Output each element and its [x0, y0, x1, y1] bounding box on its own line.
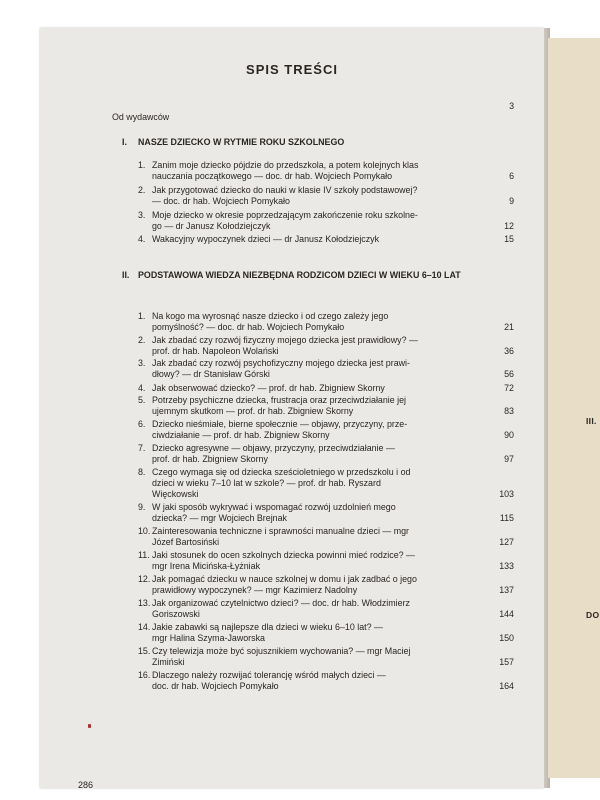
toc-entry-title: [152, 210, 472, 232]
toc-entry-line: ciwdziałanie — prof. dr hab. Zbigniew Skorny: [152, 430, 330, 440]
toc-entry-number: 3.: [138, 210, 146, 220]
toc-entry: [138, 467, 514, 500]
toc-entry-line: pomyślność? — doc. dr hab. Wojciech Pomykało: [152, 322, 345, 332]
right-page-section-label: DO: [586, 610, 600, 620]
toc-entry: [138, 358, 514, 380]
toc-entry-page: 137: [499, 585, 514, 595]
toc-entry-line: Zimiński: [152, 657, 185, 667]
toc-entry: [138, 598, 514, 620]
toc-entry-page: 56: [504, 369, 514, 379]
toc-entry-line: Czy telewizja może być sojusznikiem wychowania? — mgr Maciej: [152, 646, 411, 656]
toc-entry-line: Jak obserwować dziecko? — prof. dr hab. Zbigniew Skorny: [152, 383, 385, 393]
toc-entry-title: [152, 550, 472, 572]
toc-entry-title: [152, 311, 472, 333]
toc-entry-title: [152, 502, 472, 524]
toc-entry: [138, 383, 514, 394]
toc-entry-number: 13.: [138, 598, 151, 608]
toc-entry: [138, 335, 514, 357]
toc-entry-number: 6.: [138, 419, 146, 429]
toc-entry-line: ujemnym skutkom — prof. dr hab. Zbigniew Skorny: [152, 406, 354, 416]
toc-entry: [138, 160, 514, 182]
toc-entry-title: [152, 358, 472, 380]
toc-entry-page: 3: [509, 101, 514, 111]
toc-entry-line: Jak zbadać czy rozwój psychofizyczny mojego dziecka jest prawi-: [152, 358, 410, 368]
toc-entry-page: 150: [499, 633, 514, 643]
toc-entry-title: [152, 443, 472, 465]
toc-entry-line: mgr Halina Szyma-Jaworska: [152, 633, 265, 643]
toc-entry-page: 97: [504, 454, 514, 464]
toc-entry-line: Więckowski: [152, 489, 199, 499]
toc-entry-number: 4.: [138, 383, 146, 393]
toc-entry-number: 5.: [138, 395, 146, 405]
toc-entry-number: 2.: [138, 185, 146, 195]
toc-entry-line: Dziecko nieśmiałe, bierne społecznie — objawy, przyczyny, prze-: [152, 419, 408, 429]
toc-entry-line: W jaki sposób wykrywać i wspomagać rozwój uzdolnień mego: [152, 502, 396, 512]
toc-entry: [138, 210, 514, 232]
toc-entry-number: 4.: [138, 234, 146, 244]
toc-entry-line: Potrzeby psychiczne dziecka, frustracja oraz przeciwdziałanie jej: [152, 395, 407, 405]
page-number: 286: [78, 780, 94, 790]
toc-entry-line: Zanim moje dziecko pójdzie do przedszkola, a potem kolejnych klas: [152, 160, 419, 170]
toc-entry-number: 2.: [138, 335, 146, 345]
toc-entry-line: nauczania początkowego — doc. dr hab. Wojciech Pomykało: [152, 171, 393, 181]
toc-entry-line: Czego wymaga się od dziecka sześcioletniego w przedszkolu i od: [152, 467, 411, 477]
toc-entry-number: 7.: [138, 443, 146, 453]
ink-mark: [88, 724, 91, 728]
section-title: PODSTAWOWA WIEDZA NIEZBĘDNA RODZICOM DZIECI W WIEKU 6–10 LAT: [138, 270, 461, 280]
section-number: II.: [122, 270, 130, 280]
toc-entry-line: Jak przygotować dziecko do nauki w klasie IV szkoły podstawowej?: [152, 185, 418, 195]
toc-entry-number: 14.: [138, 622, 151, 632]
toc-entry-number: 1.: [138, 311, 146, 321]
toc-entry-page: 12: [504, 221, 514, 231]
toc-entry-line: dzieci w wieku 7–10 lat w szkole? — prof. dr hab. Ryszard: [152, 478, 381, 488]
toc-entry-line: Na kogo ma wyrosnąć nasze dziecko i od czego zależy jego: [152, 311, 389, 321]
toc-entry-title: [152, 646, 472, 668]
toc-entry-line: — doc. dr hab. Wojciech Pomykało: [152, 196, 290, 206]
toc-entry: [138, 395, 514, 417]
toc-entry-page: 157: [499, 657, 514, 667]
toc-entry-title: [152, 335, 472, 357]
toc-entry-title: [152, 574, 472, 596]
toc-entry-page: 72: [504, 383, 514, 393]
toc-entry-line: prof. dr hab. Napoleon Wolański: [152, 346, 279, 356]
toc-entry-title: [152, 383, 472, 394]
toc-entry-number: 16.: [138, 670, 151, 680]
toc-entry-page: 133: [499, 561, 514, 571]
toc-entry-line: go — dr Janusz Kołodziejczyk: [152, 221, 271, 231]
toc-entry-title: [152, 395, 472, 417]
toc-entry-line: Jaki stosunek do ocen szkolnych dziecka powinni mieć rodzice? —: [152, 550, 415, 560]
toc-entry-line: mgr Irena Micińska-Łyżniak: [152, 561, 261, 571]
toc-entry-line: Jak pomagać dziecku w nauce szkolnej w domu i jak zadbać o jego: [152, 574, 417, 584]
section-title: NASZE DZIECKO W RYTMIE ROKU SZKOLNEGO: [138, 137, 345, 147]
toc-entry-number: 9.: [138, 502, 146, 512]
toc-entry: [138, 526, 514, 548]
toc-entry: [138, 502, 514, 524]
toc-entry-page: 115: [499, 513, 514, 523]
toc-entry-line: Dziecko agresywne — objawy, przyczyny, przeciwdziałanie —: [152, 443, 395, 453]
toc-entry-page: 15: [504, 234, 514, 244]
toc-entry-title: [152, 160, 472, 182]
toc-entry-title: [152, 467, 472, 500]
toc-entry-page: 6: [509, 171, 514, 181]
toc-entry-line: Goriszowski: [152, 609, 200, 619]
toc-entry: [138, 646, 514, 668]
toc-entry-title: [152, 185, 472, 207]
toc-entry-number: 12.: [138, 574, 151, 584]
toc-entry-page: 9: [509, 196, 514, 206]
toc-entry-line: Dlaczego należy rozwijać tolerancję wśród małych dzieci —: [152, 670, 386, 680]
toc-entry-line: Józef Bartosiński: [152, 537, 220, 547]
toc-entry: [138, 670, 514, 692]
toc-entry-number: 10.: [138, 526, 151, 536]
toc-entry: [138, 550, 514, 572]
toc-entry-page: 164: [499, 681, 514, 691]
toc-entry-line: Jak zbadać czy rozwój fizyczny mojego dziecka jest prawidłowy? —: [152, 335, 418, 345]
toc-entry-page: 90: [504, 430, 514, 440]
toc-entry-title: [152, 670, 472, 692]
toc-entry-label: Od wydawców: [112, 112, 170, 122]
toc-entry-title: [152, 598, 472, 620]
toc-entry-line: Jak organizować czytelnictwo dzieci? — doc. dr hab. Włodzimierz: [152, 598, 410, 608]
toc-entry: [138, 185, 514, 207]
toc-entry-line: prawidłowy wypoczynek? — mgr Kazimierz Nadolny: [152, 585, 358, 595]
toc-entry-number: 11.: [138, 550, 150, 560]
toc-entry-page: 103: [499, 489, 514, 499]
toc-entry-line: Jakie zabawki są najlepsze dla dzieci w wieku 6–10 lat? —: [152, 622, 383, 632]
toc-entry-title: [152, 419, 472, 441]
toc-entry-number: 15.: [138, 646, 151, 656]
toc-entry: [138, 622, 514, 644]
toc-entry-page: 127: [499, 537, 514, 547]
toc-entry-line: Moje dziecko w okresie poprzedzającym zakończenie roku szkolne-: [152, 210, 418, 220]
toc-entry-line: Zainteresowania techniczne i sprawności manualne dzieci — mgr: [152, 526, 410, 536]
right-page-section-label: III.: [586, 416, 597, 426]
page-title: SPIS TREŚCI: [246, 62, 338, 77]
toc-entry-title: [152, 234, 472, 245]
toc-entry-number: 1.: [138, 160, 146, 170]
toc-entry-page: 36: [504, 346, 514, 356]
toc-entry-line: dziecka? — mgr Wojciech Brejnak: [152, 513, 287, 523]
section-number: I.: [122, 137, 127, 147]
toc-entry: [138, 574, 514, 596]
toc-entry-line: dłowy? — dr Stanisław Górski: [152, 369, 270, 379]
toc-entry: [138, 419, 514, 441]
toc-entry-page: 21: [504, 322, 514, 332]
toc-entry-title: [152, 622, 472, 644]
toc-entry-page: 144: [499, 609, 514, 619]
toc-entry-number: 8.: [138, 467, 146, 477]
toc-entry-page: 83: [504, 406, 514, 416]
toc-entry: [138, 234, 514, 245]
toc-entry-line: doc. dr hab. Wojciech Pomykało: [152, 681, 279, 691]
toc-entry-number: 3.: [138, 358, 146, 368]
toc-entry-line: prof. dr hab. Zbigniew Skorny: [152, 454, 268, 464]
toc-entry: [138, 311, 514, 333]
toc-entry-title: [152, 526, 472, 548]
toc-entry-line: Wakacyjny wypoczynek dzieci — dr Janusz Kołodziejczyk: [152, 234, 380, 244]
toc-entry: [138, 443, 514, 465]
